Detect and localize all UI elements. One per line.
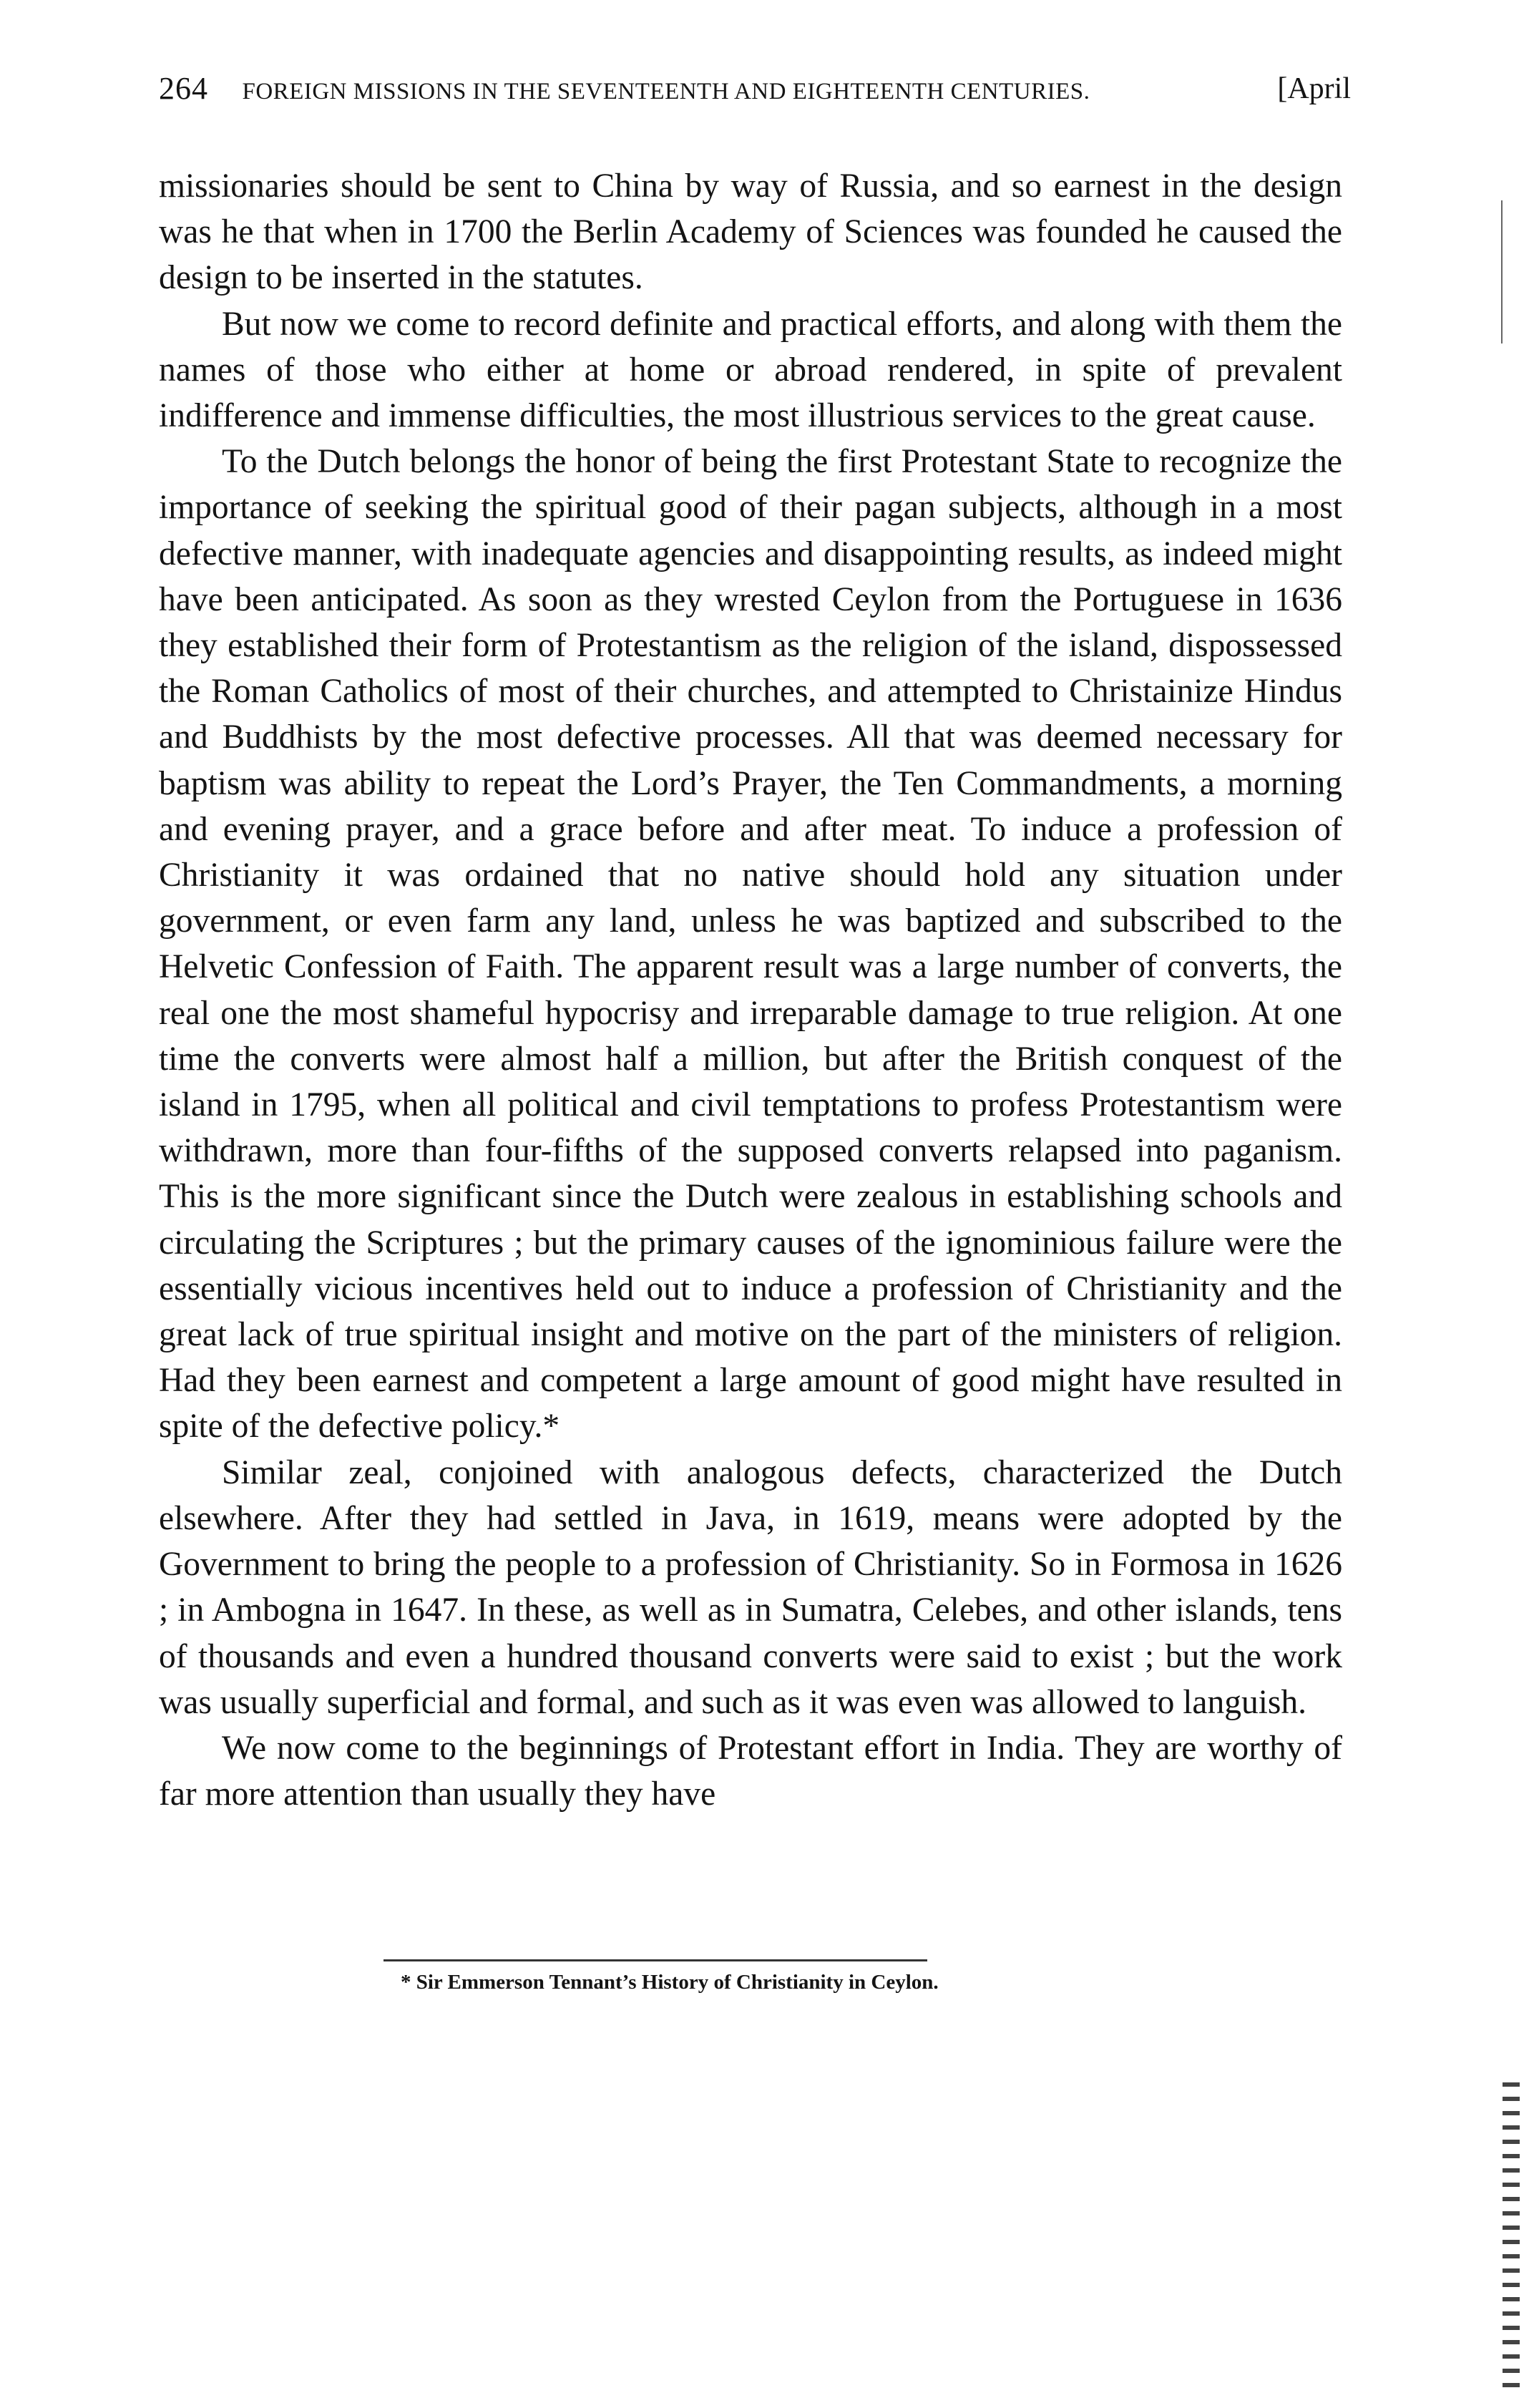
margin-line [1501, 200, 1503, 343]
paragraph-practical-efforts: But now we come to record definite and practical efforts, and along with them the names of those who either at home or abroad rendered, in spite of prevalent indifference and immense difficulties, the most illustrious services to the great cause. [159, 305, 1342, 435]
binding-edge-marks [1503, 2082, 1520, 2397]
footnote: * Sir Emmerson Tennant’s History of Christianity in Ceylon. [401, 1971, 939, 1994]
page-number: 264 [159, 71, 208, 106]
running-title: FOREIGN MISSIONS IN THE SEVENTEENTH AND EIGHTEENTH CENTURIES. [242, 79, 1090, 104]
paragraph-india: We now come to the beginnings of Protestant effort in India. They are worthy of far more attention than usually they have [159, 1729, 1342, 1813]
page-header [159, 72, 1351, 109]
paragraph-dutch-ceylon: To the Dutch belongs the honor of being the first Protestant State to recognize the importance of seeking the spiritual good of their pagan subjects, although in a most defective manner, with inadequate agencies and disappointing results, as indeed might have been anticipated. As soon as they wrested Ceylon from the Portuguese in 1636 they established their form of Protestantism as the religion of the island, dispossessed the Roman Catholics of most of their churches, and attempted to Christainize Hindus and Buddhists by the most defective processes. All that was deemed necessary for baptism was ability to repeat the Lord’s Prayer, the Ten Commandments, a morning and evening prayer, and a grace before and after meat. To induce a profession of Christianity it was ordained that no native should hold any situation under government, or even farm any land, unless he was baptized and subscribed to the Helvetic Confession of Faith. The apparent result was a large number of converts, the real one the most shameful hypocrisy and irreparable damage to true religion. At one time the converts were almost half a million, but after the British conquest of the island in 1795, when all political and civil temptations to profess Protestantism were withdrawn, more than four-fifths of the supposed converts relapsed into paganism. This is the more significant since the Dutch were zealous in establishing schools and circulating the Scriptures ; but the primary causes of the ignominious failure were the essentially vicious incentives held out to induce a profession of Christianity and the great lack of true spiritual insight and motive on the part of the ministers of religion. Had they been earnest and competent a large amount of good might have resulted in spite of the defective policy.* [159, 443, 1342, 1446]
footnote-rule [384, 1959, 927, 1961]
paragraph-continued: missionaries should be sent to China by way of Russia, and so earnest in the design was he that when in 1700 the Berlin Academy of Sciences was founded he caused the design to be inserted in the statutes. [159, 167, 1342, 297]
body-text [159, 163, 1342, 1817]
header-month: [April [1277, 72, 1351, 105]
paragraph-dutch-elsewhere: Similar zeal, conjoined with analogous defects, characterized the Dutch elsewhere. After they had settled in Java, in 1619, means were adopted by the Government to bring the people to a profession of Christianity. So in Formosa in 1626 ; in Ambogna in 1647. In these, as well as in Sumatra, Celebes, and other islands, tens of thousands and even a hundred thousand converts were said to exist ; but the work was usually superficial and formal, and such as it was even was allowed to languish. [159, 1453, 1342, 1721]
